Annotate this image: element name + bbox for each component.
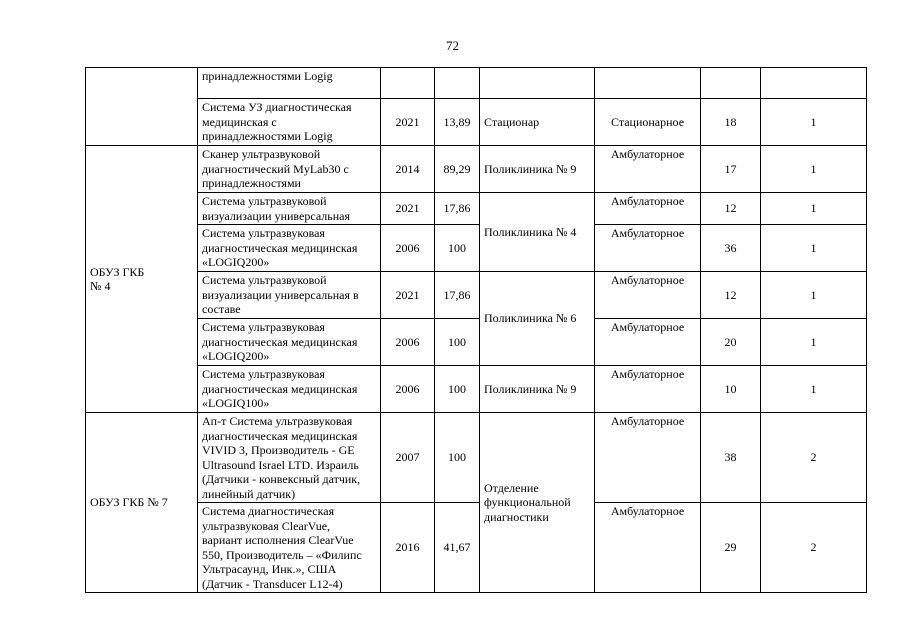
type-cell [595, 68, 701, 99]
wear-cell: 13,89 [435, 99, 480, 146]
load-cell: 17 [701, 146, 761, 193]
table-row [86, 68, 867, 99]
table-row [86, 366, 867, 413]
equipment-name-cell: Сканер ультразвуковой диагностический MyLab30 с принадлежностями [198, 146, 381, 193]
page-number: 72 [446, 38, 459, 53]
equipment-name-cell: Ап-т Система ультразвуковая диагностическая медицинская VIVID 3, Производитель - GE Ultrasound Israel LTD. Израиль (Датчики - конвексный датчик, линейный датчик) [198, 413, 381, 503]
shift-cell: 1 [761, 99, 867, 146]
load-cell: 12 [701, 193, 761, 225]
year-cell: 2021 [381, 193, 435, 225]
table-row [86, 503, 867, 593]
wear-cell [435, 68, 480, 99]
year-cell: 2016 [381, 503, 435, 593]
table-row [86, 413, 867, 503]
wear-cell: 100 [435, 319, 480, 366]
type-cell: Амбулаторное [595, 319, 701, 366]
org-cell [86, 68, 198, 146]
equipment-name-cell: Система ультразвуковая диагностическая медицинская «LOGIQ200» [198, 319, 381, 366]
shift-cell: 1 [761, 319, 867, 366]
type-cell: Амбулаторное [595, 503, 701, 593]
table-row [86, 146, 867, 193]
year-cell: 2007 [381, 413, 435, 503]
year-cell [381, 68, 435, 99]
equipment-name-cell: Система ультразвуковая диагностическая медицинская «LOGIQ100» [198, 366, 381, 413]
table-row [86, 272, 867, 319]
equipment-name-cell: Система УЗ диагностическая медицинская с принадлежностями Logig [198, 99, 381, 146]
type-cell: Амбулаторное [595, 413, 701, 503]
load-cell [701, 68, 761, 99]
place-cell: Поликлиника № 9 [480, 146, 595, 193]
table-row [86, 225, 867, 272]
place-cell: Поликлиника № 4 [480, 193, 595, 272]
org-cell-gkb4: ОБУЗ ГКБ № 4 [86, 146, 198, 413]
shift-cell: 1 [761, 366, 867, 413]
equipment-table [85, 67, 867, 593]
equipment-name-cell: Система ультразвуковой визуализации универсальная в составе [198, 272, 381, 319]
year-cell: 2021 [381, 272, 435, 319]
year-cell: 2006 [381, 225, 435, 272]
wear-cell: 100 [435, 413, 480, 503]
load-cell: 10 [701, 366, 761, 413]
place-cell: Поликлиника № 9 [480, 366, 595, 413]
table-row [86, 99, 867, 146]
place-cell: Отделение функциональной диагностики [480, 413, 595, 593]
equipment-name-cell: Система ультразвуковой визуализации универсальная [198, 193, 381, 225]
wear-cell: 100 [435, 225, 480, 272]
wear-cell: 89,29 [435, 146, 480, 193]
load-cell: 20 [701, 319, 761, 366]
table-row [86, 319, 867, 366]
wear-cell: 41,67 [435, 503, 480, 593]
place-cell: Поликлиника № 6 [480, 272, 595, 366]
shift-cell: 2 [761, 503, 867, 593]
type-cell: Амбулаторное [595, 366, 701, 413]
type-cell: Амбулаторное [595, 146, 701, 193]
type-cell: Стационарное [595, 99, 701, 146]
year-cell: 2006 [381, 366, 435, 413]
load-cell: 36 [701, 225, 761, 272]
year-cell: 2006 [381, 319, 435, 366]
equipment-name-cell: Система ультразвуковая диагностическая медицинская «LOGIQ200» [198, 225, 381, 272]
shift-cell: 1 [761, 272, 867, 319]
wear-cell: 100 [435, 366, 480, 413]
shift-cell: 1 [761, 146, 867, 193]
load-cell: 18 [701, 99, 761, 146]
shift-cell: 1 [761, 193, 867, 225]
type-cell: Амбулаторное [595, 193, 701, 225]
shift-cell: 2 [761, 413, 867, 503]
year-cell: 2014 [381, 146, 435, 193]
wear-cell: 17,86 [435, 193, 480, 225]
org-cell-gkb7: ОБУЗ ГКБ № 7 [86, 413, 198, 593]
type-cell: Амбулаторное [595, 272, 701, 319]
type-cell: Амбулаторное [595, 225, 701, 272]
wear-cell: 17,86 [435, 272, 480, 319]
table-row [86, 193, 867, 225]
load-cell: 29 [701, 503, 761, 593]
equipment-name-cell: принадлежностями Logig [198, 68, 381, 99]
load-cell: 38 [701, 413, 761, 503]
equipment-name-cell: Система диагностическая ультразвуковая ClearVue, вариант исполнения ClearVue 550, Производитель – «Филипс Ультрасаунд, Инк.», США (Датчик - Transducer L12-4) [198, 503, 381, 593]
year-cell: 2021 [381, 99, 435, 146]
place-cell [480, 68, 595, 99]
shift-cell: 1 [761, 225, 867, 272]
place-cell: Стационар [480, 99, 595, 146]
shift-cell [761, 68, 867, 99]
load-cell: 12 [701, 272, 761, 319]
